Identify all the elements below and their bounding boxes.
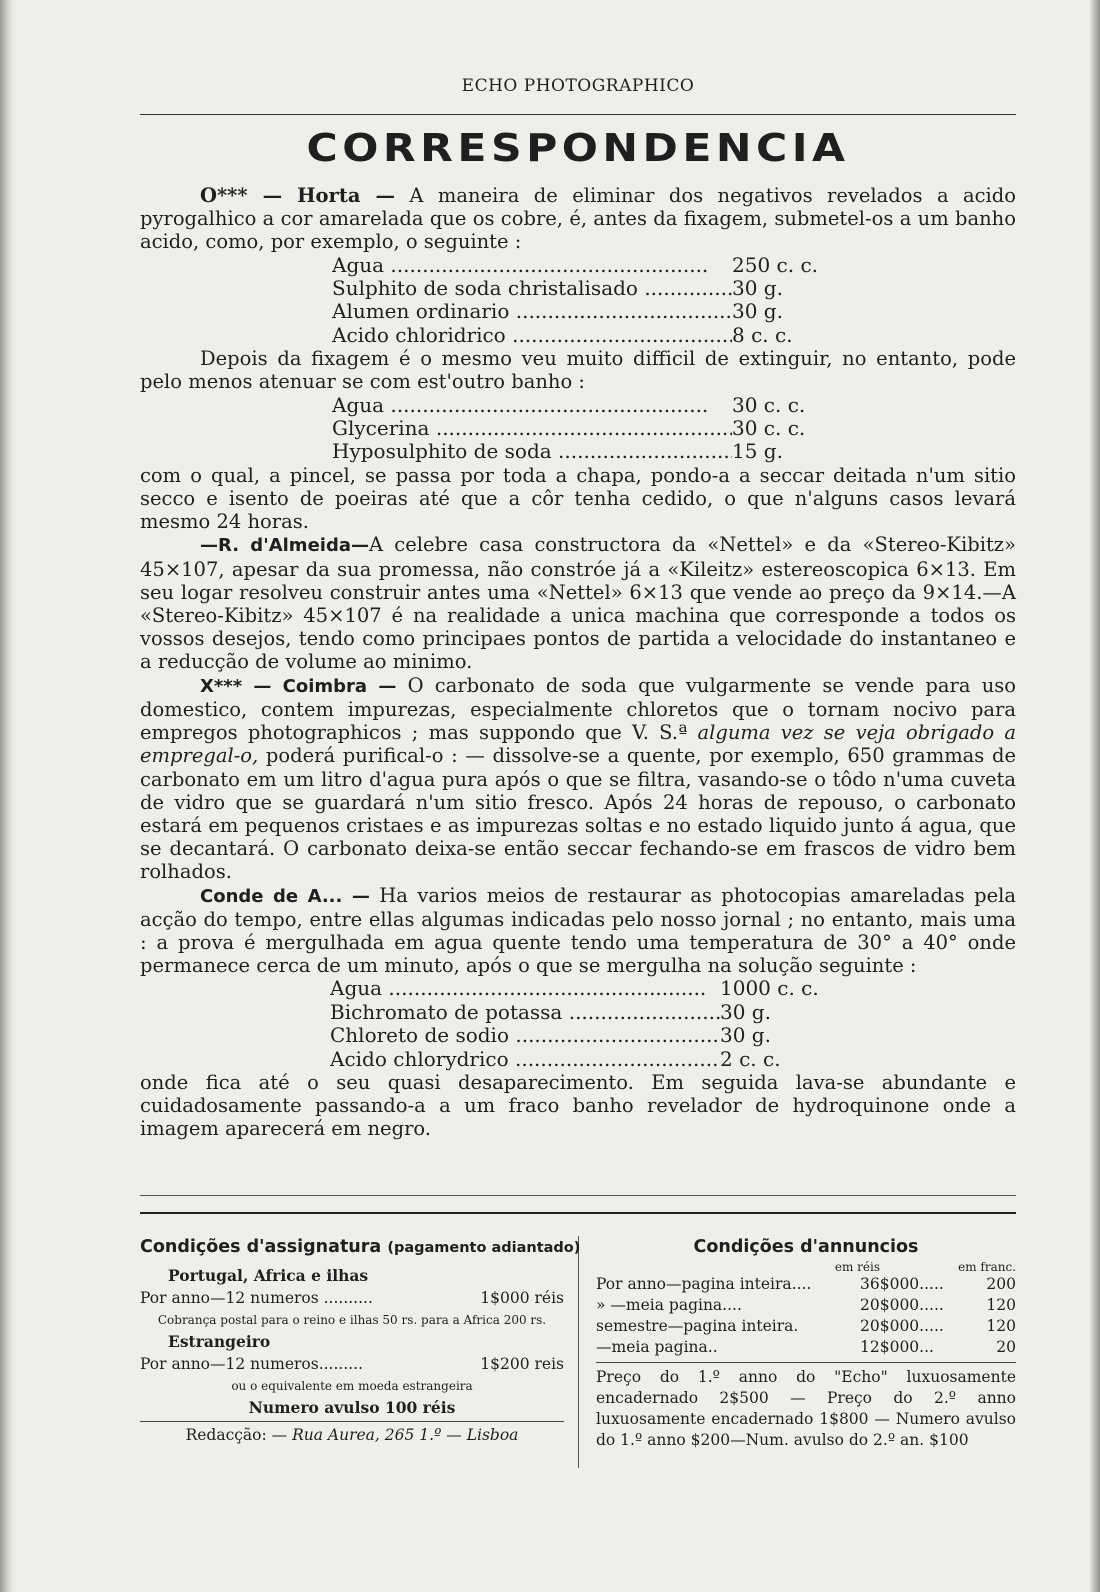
ingredient-name: Agua .....	[332, 254, 732, 277]
ingredient-qty: 30 c. c.	[732, 416, 806, 441]
ingredient-name: Bichromato de potassa .....	[330, 1001, 720, 1024]
correspondent-name: Conde de A... —	[200, 885, 370, 907]
ingredient-name: Sulphito de soda christalisado .....	[332, 277, 732, 300]
footer-column-divider	[578, 1236, 579, 1468]
ingredient-name: Acido chloridrico .....	[332, 324, 732, 347]
price-row	[140, 1287, 564, 1309]
entry-paragraph	[140, 533, 1016, 673]
article-body	[140, 184, 1016, 1141]
section-title: CORRESPONDENCIA	[306, 126, 850, 170]
price-value: 1$200 reis	[480, 1355, 564, 1373]
ad-label: —meia pagina..	[596, 1338, 718, 1356]
entry-text: A maneira de eliminar dos negativos revelados a acido pyrogalhico a cor amarelada que os cobre, é, antes da fixagem, submetel-os a um banho acido, como, por exemplo, o seguinte :	[140, 184, 1016, 254]
ad-label: semestre—pagina inteira.	[596, 1317, 799, 1335]
ingredient-qty: 250 c. c.	[732, 252, 819, 277]
ad-price-row	[596, 1274, 1016, 1295]
editorial-address-text: Rua Aurea, 265 1.º — Lisboa	[292, 1426, 519, 1444]
ingredient-qty: 30 g.	[732, 299, 783, 324]
editorial-address	[140, 1424, 564, 1446]
ingredient-name: Alumen ordinario .....	[332, 300, 732, 323]
ingredient-name: Glycerina .....	[332, 417, 732, 440]
bound-volume-prices: Preço do 1.º anno do "Echo" luxuosamente encadernado 2$500 — Preço do 2.º anno luxuosamente encadernado 1$800 — Numero avulso do 1.º anno $200—Num. avulso do 2.º an. $100	[596, 1368, 1016, 1449]
ingredient-name: Agua .....	[330, 977, 720, 1000]
recipe-list	[332, 254, 832, 348]
ad-price-franc: 120	[986, 1296, 1016, 1314]
advertising-conditions	[596, 1236, 1016, 1451]
recipe-row	[330, 977, 840, 1000]
entry-text: A celebre casa constructora da «Nettel» e da «Stereo-Kibitz» 45×107, apesar da sua promessa, não constróe já a «Kileitz» estereoscopica 6×13. Em seu logar resolveu construir antes uma «Nettel» 6×13 que vende ao preço da 9×14.—A «Stereo-Kibitz» 45×107 é na realidade a unica machina que corresponde a todos os vossos desejos, tendo como principaes pontos de partida a velocidade do instantaneo e a reducção de volume ao minimo.	[140, 533, 1016, 674]
single-issue-price: Numero avulso 100 réis	[248, 1398, 456, 1417]
correspondent-name: —R. d'Almeida—	[200, 535, 369, 557]
price-label: Por anno—12 numeros ..........	[140, 1289, 373, 1307]
ad-price-row	[596, 1295, 1016, 1316]
ingredient-name: Chloreto de sodio .....	[330, 1024, 720, 1047]
ad-label: Por anno—pagina inteira....	[596, 1275, 812, 1293]
recipe-list	[332, 394, 832, 464]
ingredient-name: Acido chlorydrico .....	[330, 1048, 720, 1071]
entry-paragraph: Depois da fixagem é o mesmo veu muito difficil de extinguir, no entanto, pode pelo menos atenuar se com est'outro banho :	[140, 347, 1016, 394]
ad-price-row	[596, 1316, 1016, 1337]
recipe-row	[332, 254, 832, 277]
ingredient-qty: 1000 c. c.	[720, 976, 819, 1001]
recipe-row	[332, 417, 832, 440]
entry-text: O carbonato de soda que vulgarmente se vende para uso domestico, contem impurezas, especialmente chloretos que o tornam nocivo para empregos photographicos ; mas suppondo que V. S.ª	[140, 673, 1017, 745]
price-column-headers	[596, 1260, 1016, 1274]
footer-rule-thin	[140, 1195, 1016, 1196]
recipe-list	[330, 977, 840, 1071]
ad-price-row	[596, 1337, 1016, 1358]
ingredient-qty: 30 g.	[732, 276, 783, 301]
ingredient-qty: 8 c. c.	[732, 322, 793, 347]
ad-price-franc: 120	[986, 1317, 1016, 1335]
correspondent-name: X*** — Coimbra —	[200, 675, 397, 697]
subscription-conditions	[140, 1236, 581, 1446]
running-head: ECHO PHOTOGRAPHICO	[461, 76, 695, 96]
recipe-row	[330, 1001, 840, 1024]
entry-paragraph: onde fica até o seu quasi desaparecimento. Em seguida lava-se abundante e cuidadosamente passando-a a um fraco banho revelador de hydroquinone onde a imagem aparecerá em negro.	[140, 1070, 1016, 1141]
recipe-row	[332, 394, 832, 417]
ingredient-name: Hyposulphito de soda .....	[332, 440, 732, 463]
recipe-row	[330, 1048, 840, 1071]
ad-price-franc: 20	[996, 1338, 1016, 1356]
entry-paragraph	[140, 184, 1016, 254]
recipe-row	[332, 440, 832, 463]
price-row	[140, 1353, 564, 1375]
region-heading: Portugal, Africa e ilhas	[168, 1266, 369, 1285]
entry-italic-text: alguma vez se veja obrigado a empregal-o,	[140, 721, 1016, 768]
subscription-heading	[140, 1236, 581, 1259]
recipe-row	[332, 277, 832, 300]
page-edge-shadow	[1090, 0, 1100, 1592]
subscription-heading-note: (pagamento adiantado)	[387, 1240, 581, 1256]
ad-price-reis: 12$000...	[860, 1338, 934, 1356]
correspondent-name: O*** — Horta —	[200, 184, 395, 207]
book-spine-shadow	[0, 0, 14, 1592]
ingredient-qty: 30 g.	[720, 999, 771, 1024]
entry-text: Ha varios meios de restaurar as photocopias amareladas pela acção do tempo, entre ellas algumas indicadas pelo nosso jornal ; no entanto, mais uma : a prova é mergulhada em agua quente tendo uma temperatura de 30° a 40° onde permanece cerca de um minuto, após o que se mergulha na solução seguinte :	[140, 883, 1016, 978]
footer-right-rule	[596, 1362, 1016, 1363]
recipe-row	[332, 324, 832, 347]
editorial-label: Redacção: —	[185, 1426, 288, 1444]
entry-paragraph	[140, 674, 1016, 884]
ad-price-reis: 20$000.....	[860, 1317, 944, 1335]
col-franc: em franc.	[958, 1260, 1016, 1274]
ad-label: » —meia pagina....	[596, 1296, 742, 1314]
ingredient-name: Agua .....	[332, 394, 732, 417]
subscription-heading-text: Condições d'assignatura	[140, 1237, 382, 1257]
recipe-row	[330, 1024, 840, 1047]
entry-paragraph	[140, 884, 1016, 978]
ingredient-qty: 2 c. c.	[720, 1046, 781, 1071]
currency-note: ou o equivalente em moeda estrangeira	[231, 1379, 473, 1393]
ad-price-reis: 36$000.....	[860, 1275, 944, 1293]
postal-note: Cobrança postal para o reino e ilhas 50 rs. para a Africa 200 rs.	[157, 1313, 547, 1327]
region-heading: Estrangeiro	[168, 1332, 271, 1351]
ingredient-qty: 15 g.	[732, 439, 783, 464]
entry-paragraph: com o qual, a pincel, se passa por toda a chapa, pondo-a a seccar deitada n'um sitio secco e isento de poeiras até que a côr tenha cedido, o que n'alguns casos levará mesmo 24 horas.	[140, 463, 1016, 534]
advertising-heading: Condições d'annuncios	[693, 1237, 919, 1257]
header-rule	[140, 114, 1016, 115]
price-label: Por anno—12 numeros.........	[140, 1355, 364, 1373]
ad-price-franc: 200	[986, 1275, 1016, 1293]
recipe-row	[332, 300, 832, 323]
ad-price-reis: 20$000.....	[860, 1296, 944, 1314]
ingredient-qty: 30 g.	[720, 1023, 771, 1048]
footer-rule-heavy	[140, 1212, 1016, 1214]
ingredient-qty: 30 c. c.	[732, 392, 806, 417]
footer-left-rule	[140, 1421, 564, 1422]
price-value: 1$000 réis	[480, 1289, 564, 1307]
entry-text: poderá purifical-o : — dissolve-se a quente, por exemplo, 650 grammas de carbonato em um litro d'agua pura após o que se filtra, vasando-se o tôdo n'uma cuveta de vidro que se guardará n'um sitio fresco. Após 24 horas de repouso, o carbonato estará em pequenos cristaes e as impurezas soltas e no estado liquido junto á agua, que se decantará. O carbonato deixa-se então seccar fechando-se em frascos de vidro bem rolhados.	[140, 744, 1016, 884]
col-reis: em réis	[834, 1260, 880, 1274]
